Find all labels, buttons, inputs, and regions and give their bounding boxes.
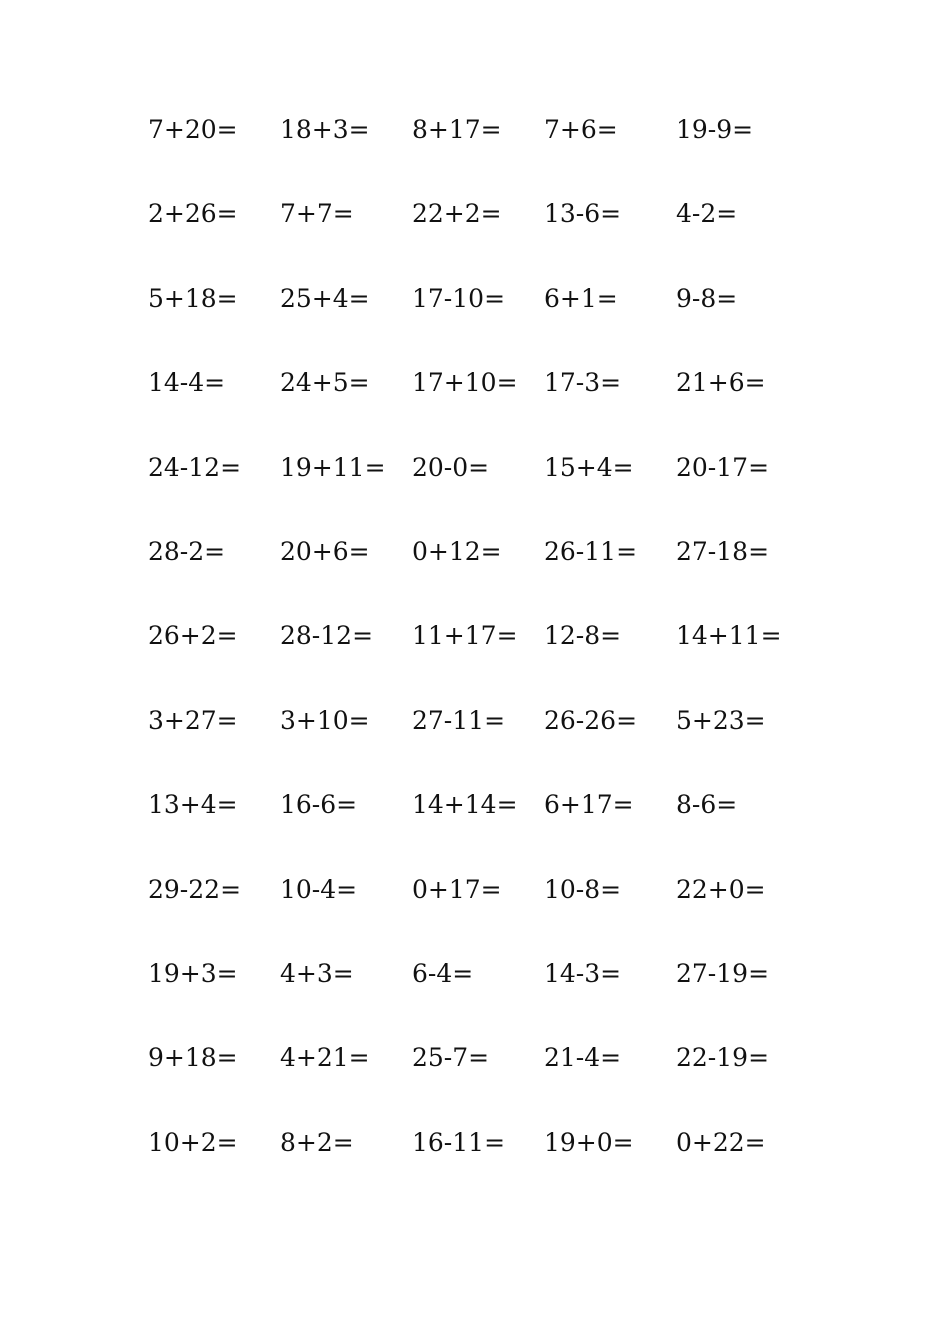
problem: 25+4=	[280, 283, 370, 313]
problem: 11+17=	[412, 621, 518, 651]
problem: 18+3=	[280, 115, 370, 144]
problem-row	[148, 532, 808, 616]
problem: 9-8=	[676, 283, 738, 313]
problem: 19+3=	[148, 958, 238, 988]
problem: 8+2=	[280, 1127, 354, 1157]
problem: 20-17=	[676, 452, 770, 482]
problem: 29-22=	[148, 874, 242, 904]
problem: 22-19=	[676, 1043, 770, 1073]
problem: 8+17=	[412, 115, 502, 144]
problem-row	[148, 363, 808, 447]
problem-row	[148, 870, 808, 954]
problem-row	[148, 448, 808, 532]
problem: 9+18=	[148, 1043, 238, 1073]
problem: 16-6=	[280, 790, 358, 820]
problem: 27-11=	[412, 705, 506, 735]
problem-row	[148, 110, 808, 194]
problem: 8-6=	[676, 790, 738, 820]
problem: 13-6=	[544, 199, 622, 229]
problem: 13+4=	[148, 790, 238, 820]
problem: 7+7=	[280, 199, 354, 229]
problem: 27-18=	[676, 536, 770, 566]
problem: 28-2=	[148, 536, 226, 566]
problem: 28-12=	[280, 621, 374, 651]
problem: 0+12=	[412, 536, 502, 566]
problem: 14+11=	[676, 621, 782, 651]
problem: 12-8=	[544, 621, 622, 651]
problem: 15+4=	[544, 452, 634, 482]
problem: 14+14=	[412, 790, 518, 820]
problem: 14-3=	[544, 958, 622, 988]
problem: 22+0=	[676, 874, 766, 904]
problem: 17-3=	[544, 368, 622, 398]
problem: 26-26=	[544, 705, 638, 735]
problem-row	[148, 954, 808, 1038]
problem: 2+26=	[148, 199, 238, 229]
problem: 21-4=	[544, 1043, 622, 1073]
problem: 3+27=	[148, 705, 238, 735]
problem: 0+22=	[676, 1127, 766, 1157]
problem: 10-8=	[544, 874, 622, 904]
problem: 21+6=	[676, 368, 766, 398]
problem: 17+10=	[412, 368, 518, 398]
problem: 24+5=	[280, 368, 370, 398]
problem: 6-4=	[412, 958, 474, 988]
problem-row	[148, 194, 808, 278]
problem-row	[148, 1123, 808, 1207]
problem: 5+18=	[148, 283, 238, 313]
problem: 26+2=	[148, 621, 238, 651]
problem: 19+0=	[544, 1127, 634, 1157]
problem: 6+17=	[544, 790, 634, 820]
problem-row	[148, 1038, 808, 1122]
problem: 10+2=	[148, 1127, 238, 1157]
problem-row	[148, 616, 808, 700]
problem: 16-11=	[412, 1127, 506, 1157]
problem: 20+6=	[280, 536, 370, 566]
problem: 19+11=	[280, 452, 386, 482]
problem: 25-7=	[412, 1043, 490, 1073]
problem: 17-10=	[412, 283, 506, 313]
problem: 6+1=	[544, 283, 618, 313]
problem: 4-2=	[676, 199, 738, 229]
problem-row	[148, 701, 808, 785]
problem-grid	[148, 110, 808, 1207]
problem: 7+20=	[148, 115, 238, 144]
problem: 20-0=	[412, 452, 490, 482]
problem: 4+3=	[280, 958, 354, 988]
problem: 0+17=	[412, 874, 502, 904]
problem-row	[148, 785, 808, 869]
problem: 3+10=	[280, 705, 370, 735]
problem: 5+23=	[676, 705, 766, 735]
problem: 10-4=	[280, 874, 358, 904]
problem: 26-11=	[544, 536, 638, 566]
problem-row	[148, 279, 808, 363]
problem: 27-19=	[676, 958, 770, 988]
problem: 24-12=	[148, 452, 242, 482]
problem: 19-9=	[676, 115, 754, 144]
problem: 7+6=	[544, 115, 618, 144]
problem: 22+2=	[412, 199, 502, 229]
problem: 14-4=	[148, 368, 226, 398]
problem: 4+21=	[280, 1043, 370, 1073]
